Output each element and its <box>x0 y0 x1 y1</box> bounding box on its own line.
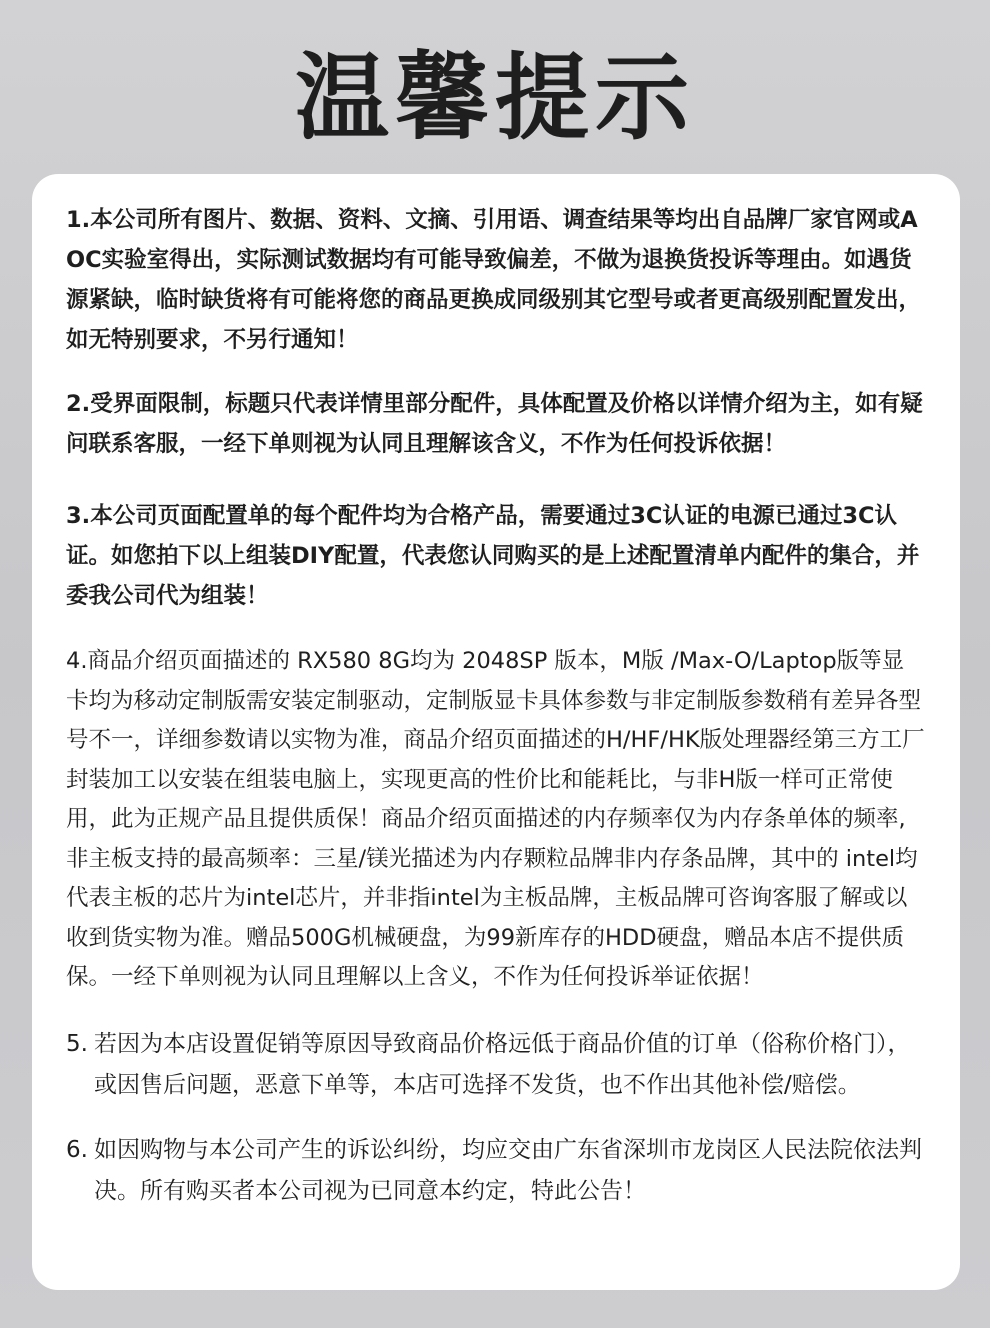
notice-5-text: 若因为本店设置促销等原因导致商品价格远低于商品价值的订单（俗称价格门），或因售后问题，恶意下单等，本店可选择不发货，也不作出其他补偿/赔偿。 <box>94 1030 911 1098</box>
notice-card <box>32 174 960 1290</box>
notice-1: 1.本公司所有图片、数据、资料、文摘、引用语、调查结果等均出自品牌厂家官网或AOC实验室得出，实际测试数据均有可能导致偏差，不做为退换货投诉等理由。如遇货源紧缺，临时缺货将有可能将您的商品更换成同级别其它型号或者更高级别配置发出，如无特别要求，不另行通知！ <box>66 207 922 353</box>
notice-2: 2.受界面限制，标题只代表详情里部分配件，具体配置及价格以详情介绍为主，如有疑问联系客服，一经下单则视为认同且理解该含义，不作为任何投诉依据！ <box>66 391 923 457</box>
notice-4: 4.商品介绍页面描述的 RX580 8G均为 2048SP 版本，M版 /Max-O/Laptop版等显卡均为移动定制版需安装定制驱动，定制版显卡具体参数与非定制版参数稍有差异各型号不一，详细参数请以实物为准，商品介绍页面描述的H/HF/HK版处理器经第三方工厂封装加工以安装在组装电脑上，实现更高的性价比和能耗比，与非H版一样可正常使用，此为正规产品且提供质保！商品介绍页面描述的内存频率仅为内存条单体的频率,非主板支持的最高频率：三星/镁光描述为内存颗粒品牌非内存条品牌，其中的 intel均代表主板的芯片为intel芯片，并非指intel为主板品牌，主板品牌可咨询客服了解或以收到货实物为准。赠品500G机械硬盘，为99新库存的HDD硬盘，赠品本店不提供质保。一经下单则视为认同且理解以上含义，不作为任何投诉举证依据！ <box>66 648 925 990</box>
notice-3: 3.本公司页面配置单的每个配件均为合格产品，需要通过3C认证的电源已通过3C认证。如您拍下以上组装DIY配置，代表您认同购买的是上述配置清单内配件的集合，并委我公司代为组装！ <box>66 503 920 609</box>
notice-5 <box>66 1024 926 1106</box>
notice-6 <box>66 1130 926 1212</box>
notice-6-number: 6. <box>66 1136 88 1163</box>
notice-5-number: 5. <box>66 1030 88 1057</box>
page-title: 温馨提示 <box>294 44 695 153</box>
notice-6-text: 如因购物与本公司产生的诉讼纠纷，均应交由广东省深圳市龙岗区人民法院依法判决。所有购买者本公司视为已同意本约定，特此公告！ <box>94 1136 922 1204</box>
